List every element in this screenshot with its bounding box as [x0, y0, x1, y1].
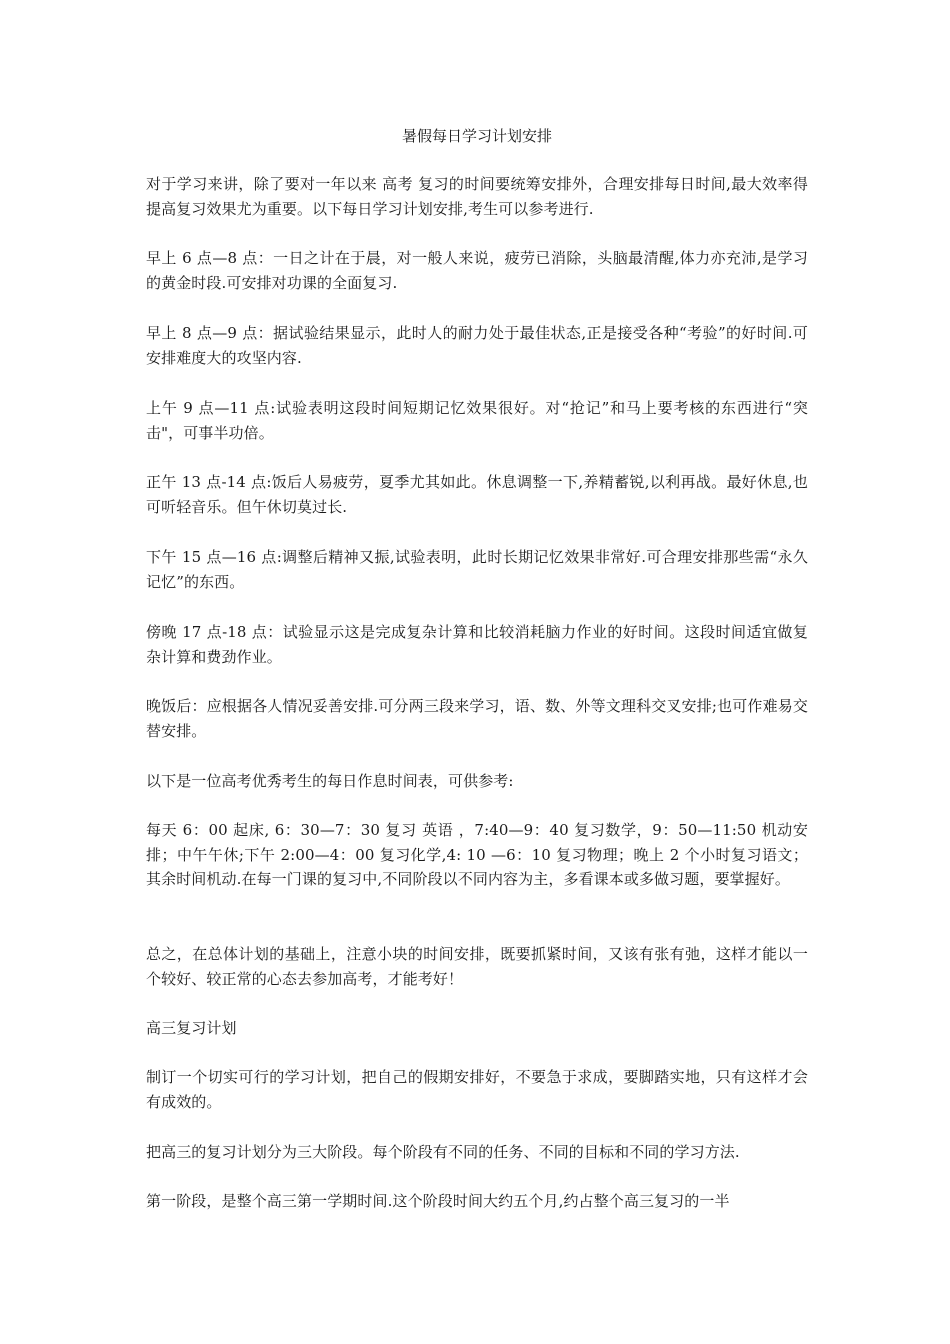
paragraph-three-stages: 把高三的复习计划分为三大阶段。每个阶段有不同的任务、不同的目标和不同的学习方法.: [146, 1143, 740, 1161]
paragraph-13-14: 正午 13 点-14 点:饭后人易疲劳，夏季尤其如此。休息调整一下,养精蓄锐,以利再战。最好休息,也可听轻音乐。但午休切莫过长.: [146, 473, 808, 516]
paragraph-8-9: 早上 8 点—9 点：据试验结果显示，此时人的耐力处于最佳状态,正是接受各种“考验”的好时间.可安排难度大的攻坚内容.: [146, 324, 808, 367]
paragraph-17-18: 傍晚 17 点-18 点：试验显示这是完成复杂计算和比较消耗脑力作业的好时间。这段时间适宜做复杂计算和费劲作业。: [146, 623, 808, 666]
paragraph-plan: 制订一个切实可行的学习计划，把自己的假期安排好，不要急于求成，要脚踏实地，只有这样才会 有成效的。: [146, 1068, 808, 1111]
paragraph-15-16: 下午 15 点—16 点:调整后精神又振,试验表明，此时长期记忆效果非常好.可合理安排那些需“永久记忆”的东西。: [146, 548, 808, 591]
paragraph-schedule-intro: 以下是一位高考优秀考生的每日作息时间表，可供参考:: [146, 772, 514, 790]
paragraph-summary: 总之，在总体计划的基础上，注意小块的时间安排，既要抓紧时间，又该有张有弛，这样才能以一个较好、较正常的心态去参加高考，才能考好！: [146, 945, 808, 988]
paragraph-9-11: 上午 9 点—11 点:试验表明这段时间短期记忆效果很好。对“抢记”和马上要考核的东西进行“突击"，可事半功倍。: [146, 399, 808, 442]
section-heading: 高三复习计划: [146, 1019, 237, 1037]
document-title: 暑假每日学习计划安排: [401, 127, 552, 145]
paragraph-intro: 对于学习来讲，除了要对一年以来 高考 复习的时间要统筹安排外，合理安排每日时间,最大效率得提高复习效果尤为重要。以下每日学习计划安排,考生可以参考进行.: [146, 175, 808, 218]
paragraph-stage-one: 第一阶段，是整个高三第一学期时间.这个阶段时间大约五个月,约占整个高三复习的一半: [146, 1192, 730, 1210]
paragraph-after-dinner: 晚饭后：应根据各人情况妥善安排.可分两三段来学习，语、数、外等文理科交叉安排;也可作难易交替安排。: [146, 697, 808, 740]
paragraph-6-8: 早上 6 点—8 点：一日之计在于晨，对一般人来说，疲劳已消除，头脑最清醒,体力亦充沛,是学习的黄金时段.可安排对功课的全面复习.: [146, 249, 808, 292]
paragraph-daily-schedule: 每天 6：00 起床, 6：30—7：30 复习 英语 ，7:40—9：40 复习数学，9：50—11:50 机动安排；中午午休;下午 2:00—4：00 复习化学,4: 10 —6：10 复习物理；晚上 2 个小时复习语文；其余时间机动.在每一门课的复习中,不同阶段以不同内容为主，多看课本或多做习题，要掌握好。: [146, 821, 808, 888]
